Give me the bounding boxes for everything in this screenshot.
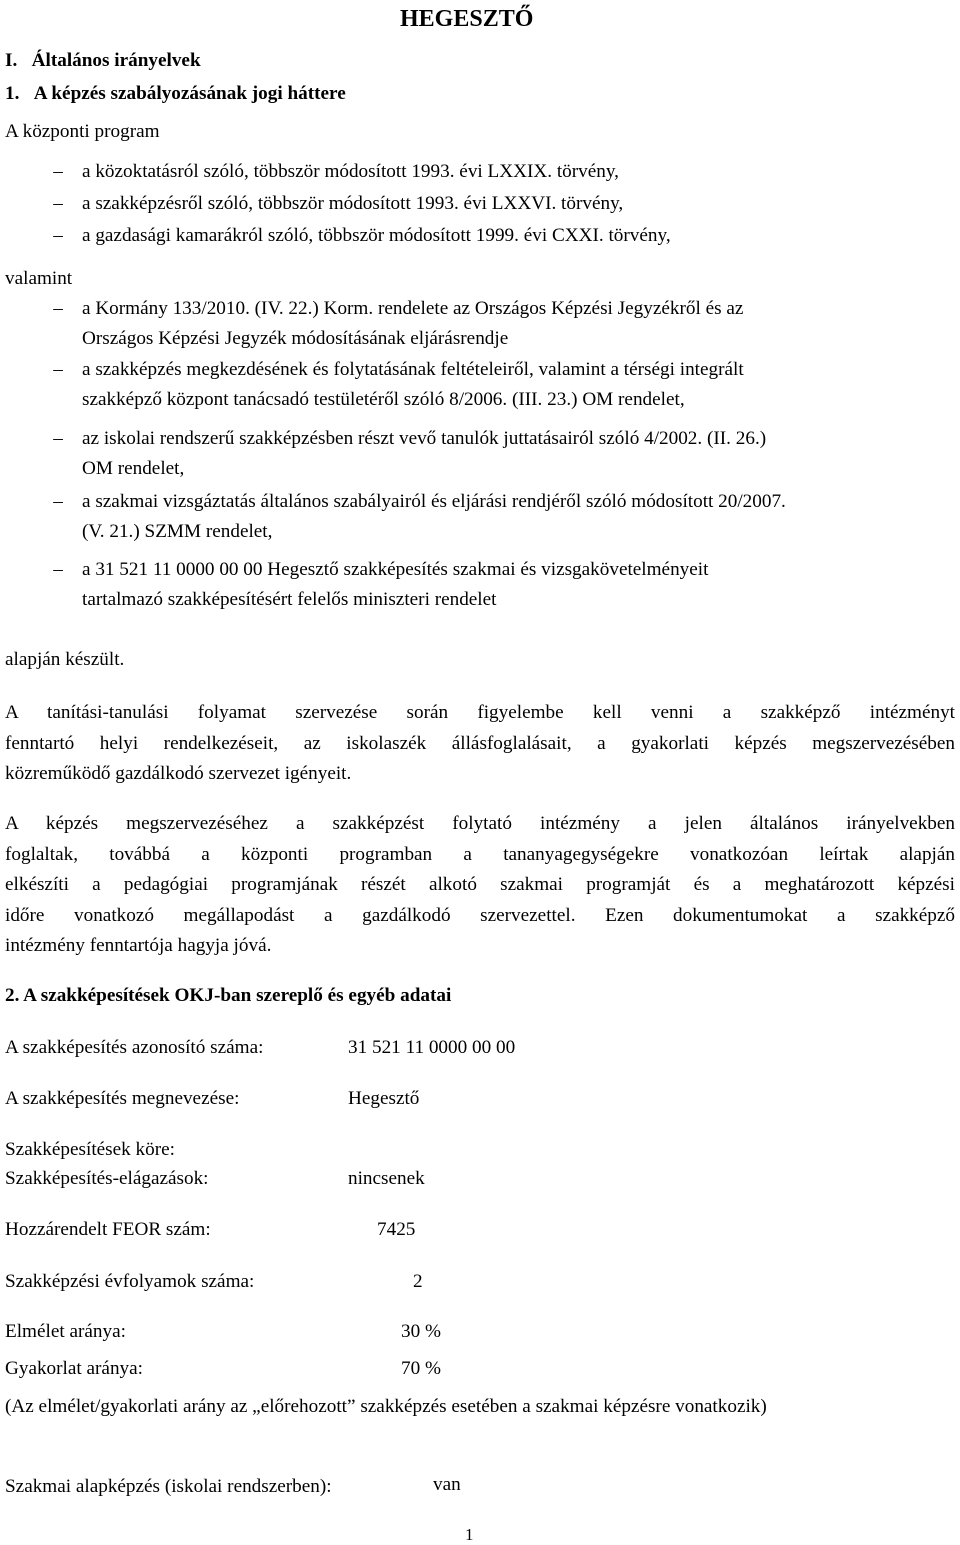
dash-bullet: – bbox=[53, 428, 63, 449]
intro-text: A központi program bbox=[5, 121, 160, 142]
field-value: 30 % bbox=[401, 1321, 441, 1342]
field-value: 31 521 11 0000 00 00 bbox=[348, 1037, 516, 1058]
field-value: 2 bbox=[413, 1271, 423, 1292]
list-item-text: a szakmai vizsgáztatás általános szabályairól és eljárási rendjéről szóló módosított 20/2007. bbox=[82, 491, 786, 512]
dash-bullet: – bbox=[53, 559, 63, 580]
field-label: Szakmai alapképzés (iskolai rendszerben): bbox=[5, 1476, 332, 1497]
field-value: Hegesztő bbox=[348, 1088, 420, 1109]
list-item-text: a szakképzés megkezdésének és folytatásának feltételeiről, valamint a térségi integrált bbox=[82, 359, 744, 380]
dash-bullet: – bbox=[53, 298, 63, 319]
paragraph-line: foglaltak, továbbá a központi programban a tananyagegységekre vonatkozóan leírtak alapján bbox=[5, 843, 955, 865]
basis-text: alapján készült. bbox=[5, 649, 125, 670]
note-text: (Az elmélet/gyakorlati arány az „előrehozott” szakképzés esetében a szakmai képzésre vonatkozik) bbox=[5, 1396, 767, 1417]
dash-bullet: – bbox=[53, 359, 63, 380]
list-item-text: az iskolai rendszerű szakképzésben részt vevő tanulók juttatásairól szóló 4/2002. (II. 26.) bbox=[82, 428, 767, 449]
list-item-text: OM rendelet, bbox=[82, 458, 185, 479]
list-item-text: a szakképzésről szóló, többször módosított 1993. évi LXXVI. törvény, bbox=[82, 193, 624, 214]
field-label: Gyakorlat aránya: bbox=[5, 1358, 143, 1379]
paragraph-line: intézmény fenntartója hagyja jóvá. bbox=[5, 935, 272, 956]
field-label: A szakképesítés azonosító száma: bbox=[5, 1037, 264, 1058]
field-value: nincsenek bbox=[348, 1168, 425, 1189]
paragraph bbox=[5, 809, 955, 962]
list-item-text: a gazdasági kamarákról szóló, többször módosított 1999. évi CXXI. törvény, bbox=[82, 225, 671, 246]
document-title: HEGESZTŐ bbox=[400, 6, 534, 32]
paragraph-line: időre vonatkozó megállapodást a gazdálkodó szervezettel. Ezen dokumentumokat a szakképző bbox=[5, 904, 955, 926]
subsection-heading: 1. A képzés szabályozásának jogi háttere bbox=[5, 83, 346, 104]
list-item-text: a 31 521 11 0000 00 00 Hegesztő szakképesítés szakmai és vizsgakövetelményeit bbox=[82, 559, 709, 580]
field-label: Szakképesítések köre: bbox=[5, 1139, 175, 1160]
dash-bullet: – bbox=[53, 225, 63, 246]
list-item-text: Országos Képzési Jegyzék módosításának eljárásrendje bbox=[82, 328, 509, 349]
field-value: 70 % bbox=[401, 1358, 441, 1379]
list-item-text: tartalmazó szakképesítésért felelős miniszteri rendelet bbox=[82, 589, 497, 610]
connector-text: valamint bbox=[5, 268, 73, 289]
field-label: Hozzárendelt FEOR szám: bbox=[5, 1219, 211, 1240]
list-item-text: a közoktatásról szóló, többször módosított 1993. évi LXXIX. törvény, bbox=[82, 161, 619, 182]
subsection-heading: 2. A szakképesítések OKJ-ban szereplő és egyéb adatai bbox=[5, 985, 452, 1006]
page-number: 1 bbox=[465, 1525, 474, 1544]
dash-bullet: – bbox=[53, 193, 63, 214]
list-item-text: a Kormány 133/2010. (IV. 22.) Korm. rendelete az Országos Képzési Jegyzékről és az bbox=[82, 298, 744, 319]
field-value: 7425 bbox=[377, 1219, 416, 1240]
paragraph bbox=[5, 698, 955, 790]
field-label: A szakképesítés megnevezése: bbox=[5, 1088, 240, 1109]
list-item-text: (V. 21.) SZMM rendelet, bbox=[82, 521, 273, 542]
paragraph-line: A tanítási-tanulási folyamat szervezése során figyelembe kell venni a szakképző intézményt bbox=[5, 702, 955, 723]
field-label: Elmélet aránya: bbox=[5, 1321, 126, 1342]
list-item-text: szakképző központ tanácsadó testületéről szóló 8/2006. (III. 23.) OM rendelet, bbox=[82, 389, 685, 410]
paragraph-line: fenntartó helyi rendelkezéseit, az iskolaszék állásfoglalásait, a gyakorlati képzés megszervezésében bbox=[5, 732, 955, 754]
field-label: Szakképzési évfolyamok száma: bbox=[5, 1271, 255, 1292]
paragraph-line: közreműködő gazdálkodó szervezet igényeit. bbox=[5, 763, 352, 784]
field-label: Szakképesítés-elágazások: bbox=[5, 1168, 209, 1189]
dash-bullet: – bbox=[53, 491, 63, 512]
paragraph-line: A képzés megszervezéséhez a szakképzést folytató intézmény a jelen általános irányelvekben bbox=[5, 813, 955, 834]
paragraph-line: elkészíti a pedagógiai programjának részét alkotó szakmai programját és a meghatározott képzési bbox=[5, 874, 955, 895]
field-value: van bbox=[433, 1474, 461, 1495]
dash-bullet: – bbox=[53, 161, 63, 182]
section-heading: I. Általános irányelvek bbox=[5, 50, 201, 71]
